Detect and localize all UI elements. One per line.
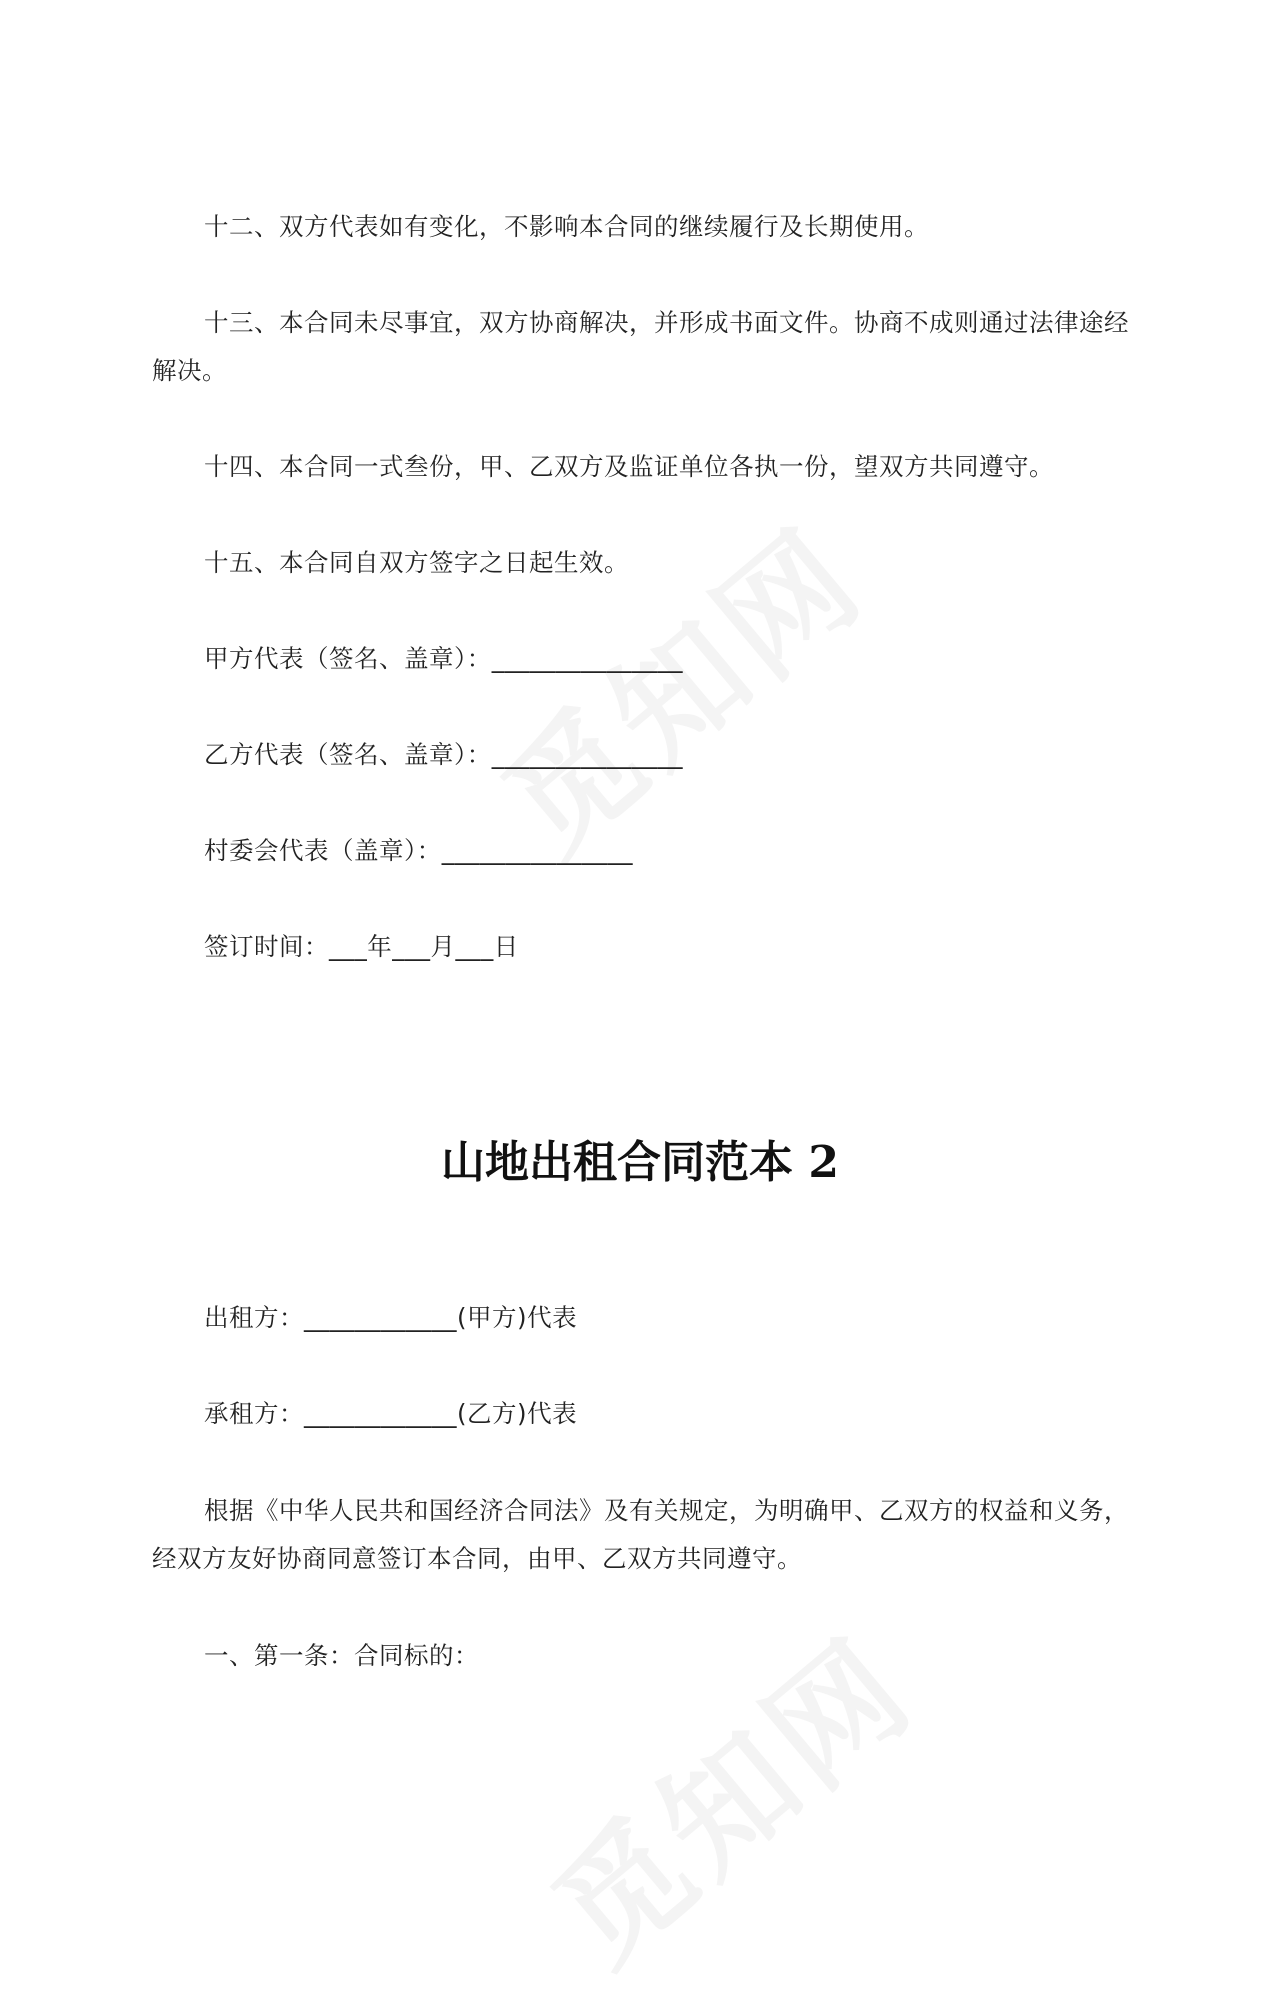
clause-14: 十四、本合同一式叁份，甲、乙双方及监证单位各执一份，望双方共同遵守。: [204, 452, 1054, 481]
lessee-line: 承租方：____________(乙方)代表: [204, 1399, 578, 1428]
article-1-heading: 一、第一条：合同标的：: [204, 1641, 479, 1670]
page-title: 山地出租合同范本 2: [441, 1137, 839, 1188]
lessor-line: 出租方：____________(甲方)代表: [204, 1303, 578, 1332]
signature-party-b: 乙方代表（签名、盖章）：_______________: [204, 740, 683, 769]
signing-date: 签订时间：___年___月___日: [204, 932, 519, 961]
signature-village: 村委会代表（盖章）：_______________: [204, 836, 633, 865]
preamble: 根据《中华人民共和国经济合同法》及有关规定，为明确甲、乙双方的权益和义务，经双方友好协商同意签订本合同，由甲、乙双方共同遵守。: [152, 1496, 1129, 1573]
clause-12: 十二、双方代表如有变化，不影响本合同的继续履行及长期使用。: [204, 212, 929, 241]
clause-13: 十三、本合同未尽事宜，双方协商解决，并形成书面文件。协商不成则通过法律途经解决。: [152, 308, 1129, 385]
clause-15: 十五、本合同自双方签字之日起生效。: [204, 548, 629, 577]
signature-party-a: 甲方代表（签名、盖章）：_______________: [204, 644, 683, 673]
